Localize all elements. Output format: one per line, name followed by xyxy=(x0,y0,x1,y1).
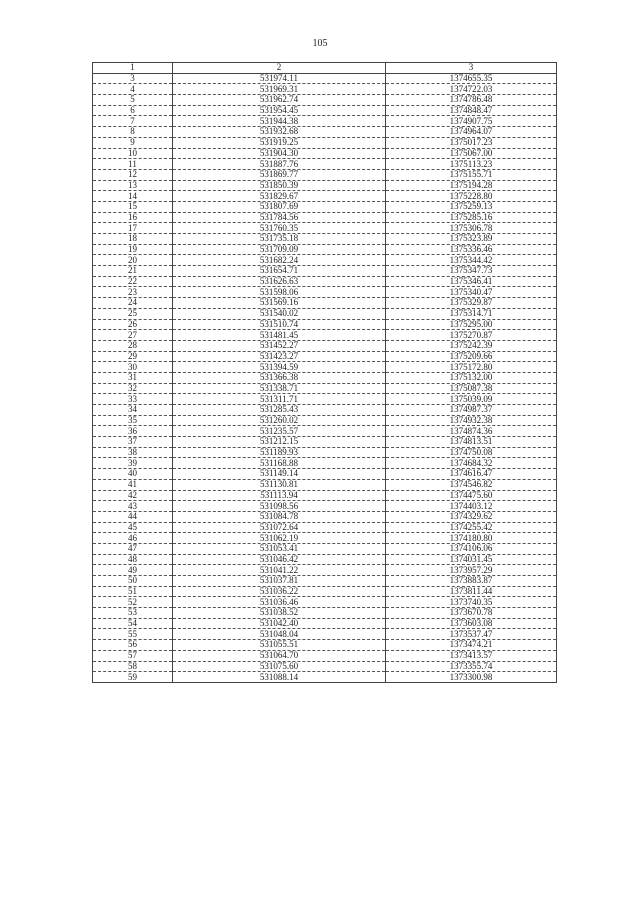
table-cell-col-2: 531062.19 xyxy=(173,533,386,544)
table-cell-col-1: 50 xyxy=(93,576,173,587)
table-row xyxy=(93,287,557,298)
table-cell-col-1: 37 xyxy=(93,437,173,448)
table-cell-col-2: 531904.30 xyxy=(173,148,386,159)
table-cell-col-1: 59 xyxy=(93,672,173,683)
table-row xyxy=(93,148,557,159)
table-cell-col-1: 39 xyxy=(93,458,173,469)
table-row xyxy=(93,372,557,383)
table-row xyxy=(93,73,557,84)
table-row xyxy=(93,105,557,116)
table-cell-col-1: 38 xyxy=(93,447,173,458)
table-cell-col-2: 531510.74 xyxy=(173,319,386,330)
table-cell-col-1: 26 xyxy=(93,319,173,330)
table-cell-col-3: 1375336.46 xyxy=(386,244,557,255)
table-cell-col-1: 25 xyxy=(93,308,173,319)
table-row xyxy=(93,127,557,138)
table-cell-col-3: 1375209.66 xyxy=(386,351,557,362)
table-row xyxy=(93,618,557,629)
table-cell-col-3: 1375172.80 xyxy=(386,362,557,373)
table-row xyxy=(93,511,557,522)
table-cell-col-2: 531189.93 xyxy=(173,447,386,458)
table-cell-col-2: 531036.46 xyxy=(173,597,386,608)
table-cell-col-3: 1375285.16 xyxy=(386,212,557,223)
table-cell-col-1: 40 xyxy=(93,469,173,480)
table-cell-col-3: 1374874.36 xyxy=(386,426,557,437)
column-header-3: 3 xyxy=(386,63,557,74)
table-cell-col-1: 31 xyxy=(93,372,173,383)
table-cell-col-1: 51 xyxy=(93,586,173,597)
table-cell-col-1: 48 xyxy=(93,554,173,565)
table-cell-col-2: 531048.04 xyxy=(173,629,386,640)
table-cell-col-1: 12 xyxy=(93,169,173,180)
table-cell-col-2: 531212.15 xyxy=(173,437,386,448)
table-cell-col-1: 13 xyxy=(93,180,173,191)
table-cell-col-3: 1375306.78 xyxy=(386,223,557,234)
table-cell-col-3: 1373300.98 xyxy=(386,672,557,683)
table-cell-col-3: 1375314.71 xyxy=(386,308,557,319)
table-cell-col-2: 531235.57 xyxy=(173,426,386,437)
table-cell-col-2: 531969.31 xyxy=(173,84,386,95)
table-cell-col-2: 531130.81 xyxy=(173,479,386,490)
table-row xyxy=(93,490,557,501)
table-row xyxy=(93,95,557,106)
table-cell-col-1: 58 xyxy=(93,661,173,672)
table-row xyxy=(93,608,557,619)
table-cell-col-1: 41 xyxy=(93,479,173,490)
table-cell-col-1: 55 xyxy=(93,629,173,640)
table-cell-col-3: 1374255.42 xyxy=(386,522,557,533)
table-cell-col-3: 1373474.21 xyxy=(386,640,557,651)
table-cell-col-1: 45 xyxy=(93,522,173,533)
table-cell-col-1: 8 xyxy=(93,127,173,138)
table-cell-col-2: 531075.60 xyxy=(173,661,386,672)
table-cell-col-2: 531887.76 xyxy=(173,159,386,170)
table-row xyxy=(93,234,557,245)
table-row xyxy=(93,201,557,212)
table-cell-col-2: 531168.88 xyxy=(173,458,386,469)
table-cell-col-1: 3 xyxy=(93,73,173,84)
table-cell-col-3: 1374180.80 xyxy=(386,533,557,544)
table-cell-col-2: 531598.06 xyxy=(173,287,386,298)
table-cell-col-2: 531735.18 xyxy=(173,234,386,245)
table-cell-col-3: 1374750.08 xyxy=(386,447,557,458)
table-row xyxy=(93,650,557,661)
table-cell-col-2: 531260.02 xyxy=(173,415,386,426)
table-cell-col-3: 1374329.62 xyxy=(386,511,557,522)
table-cell-col-3: 1375259.13 xyxy=(386,201,557,212)
table-cell-col-3: 1374907.75 xyxy=(386,116,557,127)
table-cell-col-2: 531760.35 xyxy=(173,223,386,234)
table-cell-col-2: 531394.59 xyxy=(173,362,386,373)
table-cell-col-2: 531423.27 xyxy=(173,351,386,362)
table-cell-col-1: 56 xyxy=(93,640,173,651)
table-cell-col-3: 1374932.38 xyxy=(386,415,557,426)
table-cell-col-1: 29 xyxy=(93,351,173,362)
table-row xyxy=(93,223,557,234)
table-cell-col-2: 531626.63 xyxy=(173,276,386,287)
table-cell-col-3: 1374987.37 xyxy=(386,405,557,416)
table-cell-col-1: 36 xyxy=(93,426,173,437)
table-cell-col-2: 531285.43 xyxy=(173,405,386,416)
table-cell-col-1: 54 xyxy=(93,618,173,629)
table-cell-col-1: 49 xyxy=(93,565,173,576)
table-cell-col-3: 1375194.28 xyxy=(386,180,557,191)
table-cell-col-1: 22 xyxy=(93,276,173,287)
table-cell-col-3: 1374546.82 xyxy=(386,479,557,490)
table-cell-col-3: 1375295.00 xyxy=(386,319,557,330)
table-cell-col-3: 1375017.23 xyxy=(386,137,557,148)
table-cell-col-2: 531113.94 xyxy=(173,490,386,501)
table-cell-col-2: 531944.38 xyxy=(173,116,386,127)
table-cell-col-2: 531481.45 xyxy=(173,330,386,341)
table-row xyxy=(93,351,557,362)
table-row xyxy=(93,244,557,255)
table-cell-col-3: 1375340.47 xyxy=(386,287,557,298)
table-cell-col-2: 531829.67 xyxy=(173,191,386,202)
table-row xyxy=(93,330,557,341)
table-cell-col-2: 531807.69 xyxy=(173,201,386,212)
table-row xyxy=(93,255,557,266)
table-row xyxy=(93,340,557,351)
table-cell-col-2: 531709.09 xyxy=(173,244,386,255)
table-cell-col-2: 531038.52 xyxy=(173,608,386,619)
table-cell-col-3: 1374655.35 xyxy=(386,73,557,84)
table-row xyxy=(93,308,557,319)
table-cell-col-3: 1373670.78 xyxy=(386,608,557,619)
table-cell-col-1: 18 xyxy=(93,234,173,245)
table-cell-col-3: 1375067.00 xyxy=(386,148,557,159)
table-cell-col-2: 531366.38 xyxy=(173,372,386,383)
table-cell-col-3: 1374813.51 xyxy=(386,437,557,448)
table-cell-col-3: 1374616.47 xyxy=(386,469,557,480)
table-row xyxy=(93,661,557,672)
table-row xyxy=(93,533,557,544)
table-row xyxy=(93,522,557,533)
table-row xyxy=(93,383,557,394)
table-cell-col-3: 1373537.47 xyxy=(386,629,557,640)
table-row xyxy=(93,266,557,277)
table-row xyxy=(93,479,557,490)
table-cell-col-1: 11 xyxy=(93,159,173,170)
table-cell-col-1: 23 xyxy=(93,287,173,298)
table-row xyxy=(93,469,557,480)
table-row xyxy=(93,447,557,458)
table-cell-col-1: 20 xyxy=(93,255,173,266)
table-row xyxy=(93,501,557,512)
table-cell-col-2: 531452.27 xyxy=(173,340,386,351)
table-row xyxy=(93,319,557,330)
table-row xyxy=(93,137,557,148)
table-header-row xyxy=(93,63,557,74)
table-cell-col-3: 1373355.74 xyxy=(386,661,557,672)
table-cell-col-3: 1373740.35 xyxy=(386,597,557,608)
page-number: 105 xyxy=(312,38,328,49)
table-cell-col-3: 1374684.32 xyxy=(386,458,557,469)
table-cell-col-1: 32 xyxy=(93,383,173,394)
table-row xyxy=(93,415,557,426)
table-row xyxy=(93,116,557,127)
table-cell-col-3: 1374475.60 xyxy=(386,490,557,501)
table-cell-col-1: 14 xyxy=(93,191,173,202)
table-row xyxy=(93,276,557,287)
table-cell-col-1: 44 xyxy=(93,511,173,522)
table-cell-col-3: 1374786.48 xyxy=(386,95,557,106)
column-header-1: 1 xyxy=(93,63,173,74)
table-cell-col-2: 531850.39 xyxy=(173,180,386,191)
table-cell-col-2: 531084.78 xyxy=(173,511,386,522)
table-row xyxy=(93,640,557,651)
table-row xyxy=(93,597,557,608)
table-cell-col-2: 531962.74 xyxy=(173,95,386,106)
table-cell-col-2: 531053.41 xyxy=(173,543,386,554)
table-row xyxy=(93,405,557,416)
table-cell-col-1: 4 xyxy=(93,84,173,95)
table-cell-col-1: 24 xyxy=(93,298,173,309)
table-cell-col-1: 15 xyxy=(93,201,173,212)
table-cell-col-3: 1375270.87 xyxy=(386,330,557,341)
table-cell-col-1: 21 xyxy=(93,266,173,277)
table-cell-col-2: 531311.71 xyxy=(173,394,386,405)
table-cell-col-2: 531682.24 xyxy=(173,255,386,266)
table-cell-col-3: 1375132.00 xyxy=(386,372,557,383)
table-row xyxy=(93,212,557,223)
table-body xyxy=(93,73,557,682)
table-row xyxy=(93,84,557,95)
table-cell-col-2: 531064.70 xyxy=(173,650,386,661)
table-cell-col-2: 531654.71 xyxy=(173,266,386,277)
table-cell-col-2: 531540.02 xyxy=(173,308,386,319)
table-cell-col-2: 531569.16 xyxy=(173,298,386,309)
table-cell-col-2: 531338.71 xyxy=(173,383,386,394)
table-cell-col-2: 531042.40 xyxy=(173,618,386,629)
table-cell-col-2: 531046.42 xyxy=(173,554,386,565)
table-cell-col-1: 47 xyxy=(93,543,173,554)
table-cell-col-2: 531088.14 xyxy=(173,672,386,683)
table-cell-col-1: 33 xyxy=(93,394,173,405)
table-cell-col-3: 1374106.06 xyxy=(386,543,557,554)
table-row xyxy=(93,543,557,554)
table-cell-col-2: 531041.22 xyxy=(173,565,386,576)
table-cell-col-2: 531098.56 xyxy=(173,501,386,512)
table-cell-col-1: 7 xyxy=(93,116,173,127)
table-cell-col-2: 531036.22 xyxy=(173,586,386,597)
table-cell-col-3: 1375087.38 xyxy=(386,383,557,394)
table-cell-col-3: 1373811.44 xyxy=(386,586,557,597)
table-row xyxy=(93,298,557,309)
table-row xyxy=(93,394,557,405)
table-cell-col-3: 1374031.45 xyxy=(386,554,557,565)
table-row xyxy=(93,169,557,180)
table-cell-col-2: 531072.64 xyxy=(173,522,386,533)
table-cell-col-3: 1375228.80 xyxy=(386,191,557,202)
table-cell-col-2: 531149.14 xyxy=(173,469,386,480)
table-cell-col-3: 1375113.23 xyxy=(386,159,557,170)
table-row xyxy=(93,576,557,587)
table-cell-col-1: 57 xyxy=(93,650,173,661)
table-cell-col-3: 1375329.87 xyxy=(386,298,557,309)
column-header-2: 2 xyxy=(173,63,386,74)
table-cell-col-3: 1375155.71 xyxy=(386,169,557,180)
table-row xyxy=(93,437,557,448)
table-cell-col-1: 43 xyxy=(93,501,173,512)
coordinates-table xyxy=(92,62,557,683)
table-cell-col-1: 53 xyxy=(93,608,173,619)
table-cell-col-3: 1374722.03 xyxy=(386,84,557,95)
table-cell-col-1: 9 xyxy=(93,137,173,148)
table-cell-col-3: 1374964.07 xyxy=(386,127,557,138)
table-cell-col-1: 28 xyxy=(93,340,173,351)
table-cell-col-2: 531784.56 xyxy=(173,212,386,223)
table-cell-col-1: 34 xyxy=(93,405,173,416)
table-cell-col-2: 531974.11 xyxy=(173,73,386,84)
table-row xyxy=(93,191,557,202)
table-cell-col-1: 10 xyxy=(93,148,173,159)
table-cell-col-1: 30 xyxy=(93,362,173,373)
table-row xyxy=(93,629,557,640)
table-cell-col-3: 1375323.89 xyxy=(386,234,557,245)
table-cell-col-3: 1375242.39 xyxy=(386,340,557,351)
table-cell-col-1: 46 xyxy=(93,533,173,544)
table-cell-col-1: 5 xyxy=(93,95,173,106)
table-row xyxy=(93,586,557,597)
table-row xyxy=(93,426,557,437)
table-cell-col-2: 531869.77 xyxy=(173,169,386,180)
table-cell-col-3: 1373413.57 xyxy=(386,650,557,661)
table-cell-col-1: 52 xyxy=(93,597,173,608)
table-cell-col-2: 531932.68 xyxy=(173,127,386,138)
table-cell-col-3: 1374848.47 xyxy=(386,105,557,116)
table-cell-col-3: 1375347.73 xyxy=(386,266,557,277)
table-cell-col-2: 531954.45 xyxy=(173,105,386,116)
table-cell-col-2: 531037.81 xyxy=(173,576,386,587)
table-row xyxy=(93,565,557,576)
table-cell-col-3: 1373883.87 xyxy=(386,576,557,587)
table-cell-col-2: 531919.25 xyxy=(173,137,386,148)
table-cell-col-1: 16 xyxy=(93,212,173,223)
table-cell-col-1: 17 xyxy=(93,223,173,234)
table-row xyxy=(93,362,557,373)
table-cell-col-3: 1373603.08 xyxy=(386,618,557,629)
table-row xyxy=(93,159,557,170)
table-cell-col-3: 1375346.41 xyxy=(386,276,557,287)
table-cell-col-3: 1375039.09 xyxy=(386,394,557,405)
table-cell-col-1: 35 xyxy=(93,415,173,426)
table-cell-col-2: 531055.51 xyxy=(173,640,386,651)
table-cell-col-1: 42 xyxy=(93,490,173,501)
table-cell-col-1: 27 xyxy=(93,330,173,341)
table-row xyxy=(93,180,557,191)
table-cell-col-3: 1374403.12 xyxy=(386,501,557,512)
table-row xyxy=(93,458,557,469)
table-cell-col-3: 1373957.29 xyxy=(386,565,557,576)
table-row xyxy=(93,672,557,683)
table-cell-col-1: 19 xyxy=(93,244,173,255)
table-row xyxy=(93,554,557,565)
table-cell-col-1: 6 xyxy=(93,105,173,116)
table-cell-col-3: 1375344.42 xyxy=(386,255,557,266)
